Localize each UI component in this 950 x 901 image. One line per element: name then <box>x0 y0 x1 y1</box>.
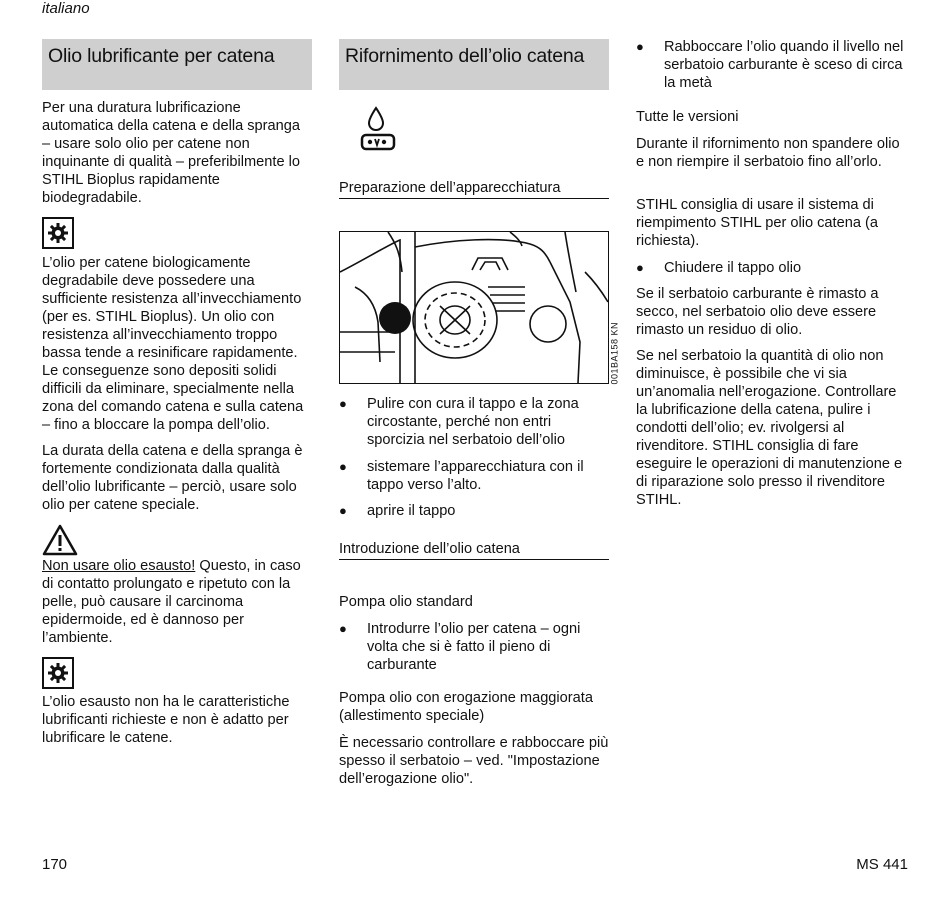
bullet-top-up-oil: ● Rabboccare l’olio quando il livello nel serbatoio carburante è sceso di circa la metà <box>636 38 908 92</box>
subheading-preparation: Preparazione dell’apparecchiatura <box>339 179 609 199</box>
bullet-add-oil: ● Introdurre l’olio per catena – ogni volta che si è fatto il pieno di carburante <box>339 620 609 674</box>
warning-paragraph <box>42 557 312 647</box>
warning-icon <box>42 524 78 556</box>
bullet-clean-cap: ● Pulire con cura il tappo e la zona circostante, perché non entri sporcizia nel serbatoio dell’olio <box>339 395 609 449</box>
gear-icon <box>42 217 74 249</box>
warning-text: Questo, in caso di contatto prolungato e ripetuto con la pelle, può causare il carcinoma epidermoide, ed è dannoso per l’ambiente. <box>42 558 301 646</box>
paragraph-biodegradable: L’olio per catene biologicamente degradabile deve possedere una sufficiente resistenza all’invecchiamento (per es. STIHL Bioplus). Un olio con resistenza all’invecchiamento troppo bassa tende a resinificare rapidamente. Le conseguenze sono depositi solidi difficili da eliminare, specialmente nella zona del comando catena e sulla catena – fino a bloccare la pompa dell’olio. <box>42 255 304 433</box>
subheading-standard-pump: Pompa olio standard <box>339 594 473 610</box>
bullet-close-cap: ● Chiudere il tappo olio <box>636 259 908 277</box>
subheading-all-versions: Tutte le versioni <box>636 109 739 125</box>
subheading-oil-introduction: Introduzione dell’olio catena <box>339 540 609 560</box>
paragraph-used-oil: L’olio esausto non ha le caratteristiche lubrificanti richieste e non è adatto per lubrificare le catene. <box>42 694 290 746</box>
figure-code: 001BA158 KN <box>610 322 620 385</box>
gear-icon <box>42 657 74 689</box>
paragraph-intro: Per una duratura lubrificazione automatica della catena e della spranga – usare solo olio per catene non inquinante di qualità – preferibilmente lo STIHL Bioplus rapidamente biodegradabile. <box>42 100 300 206</box>
paragraph-residual-oil: Se il serbatoio carburante è rimasto a secco, nel serbatoio olio deve essere rimasto un residuo di olio. <box>636 286 879 338</box>
warning-lead: Non usare olio esausto! <box>42 558 196 574</box>
section-heading-refill: Rifornimento dell’olio catena <box>339 39 609 90</box>
model-label: MS 441 <box>856 856 908 873</box>
paragraph-anomaly: Se nel serbatoio la quantità di olio non diminuisce, è possibile che vi sia un’anomalia nell’erogazione. Controllare la lubrificazione della catena, pulire i condotti dell’olio; ev. rivolgersi al rivenditore. STIHL consiglia di fare eseguire le operazioni di manutenzione e di riparazione solo presso il rivenditore STIHL. <box>636 348 903 508</box>
bullet-position-device: ● sistemare l’apparecchiatura con il tappo verso l’alto. <box>339 458 609 494</box>
section-heading-chain-oil: Olio lubrificante per catena <box>42 39 312 90</box>
language-label: italiano <box>42 0 90 17</box>
subheading-high-output-pump: Pompa olio con erogazione maggiorata (allestimento speciale) <box>339 690 593 724</box>
paragraph-chain-life: La durata della catena e della spranga è fortemente condizionata dalla qualità dell’olio lubrificante – perciò, usare solo olio per catene speciale. <box>42 443 303 513</box>
page-number: 170 <box>42 856 68 873</box>
paragraph-check-tank: È necessario controllare e rabboccare più spesso il serbatoio – ved. "Impostazione dell’erogazione olio". <box>339 735 609 787</box>
bullet-open-cap: ● aprire il tappo <box>339 502 609 520</box>
chainsaw-illustration <box>339 231 620 385</box>
oil-drop-chain-icon <box>359 106 399 154</box>
paragraph-filling-system: STIHL consiglia di usare il sistema di riempimento STIHL per olio catena (a richiesta). <box>636 197 878 249</box>
paragraph-no-spill: Durante il rifornimento non spandere olio e non riempire il serbatoio fino all’orlo. <box>636 136 900 170</box>
